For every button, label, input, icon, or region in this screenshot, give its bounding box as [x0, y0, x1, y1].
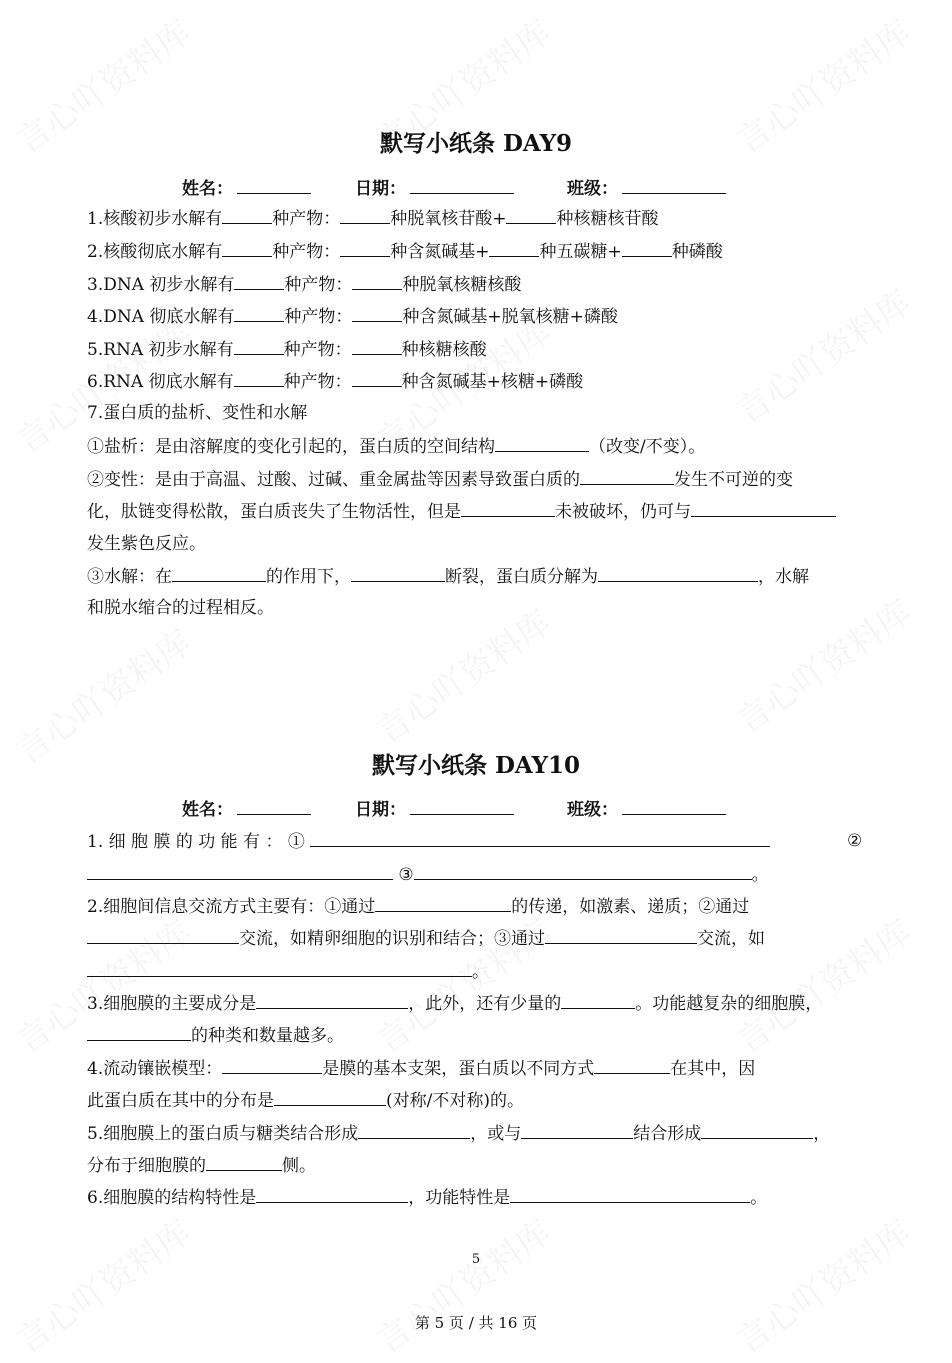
answer-blank[interactable] [506, 207, 556, 224]
answer-blank[interactable] [510, 1186, 750, 1203]
watermark [364, 596, 559, 753]
text: ③水解：在 [87, 567, 172, 587]
question-line [87, 435, 705, 457]
text: ，水解 [758, 567, 809, 587]
question-line [87, 927, 765, 949]
question-line [87, 1186, 767, 1208]
text: ② [847, 831, 863, 851]
text: ，此外，还有少量的 [408, 994, 562, 1014]
text: 在其中，因 [670, 1059, 756, 1079]
answer-blank[interactable] [375, 895, 511, 912]
text: ，功能特性是 [408, 1188, 511, 1208]
question-line [87, 992, 822, 1014]
text: 交流，如 [697, 929, 765, 949]
question-line [87, 1154, 316, 1176]
answer-blank[interactable] [691, 500, 836, 517]
answer-blank[interactable] [701, 1122, 813, 1139]
text: 种脱氧核糖核酸 [402, 275, 522, 295]
question-line [87, 1089, 524, 1111]
text: 5.细胞膜上的蛋白质与糖类结合形成 [87, 1124, 359, 1144]
watermark [724, 1206, 919, 1363]
answer-blank[interactable] [340, 207, 390, 224]
text: 种含氮碱基+脱氧核糖+磷酸 [402, 307, 618, 327]
answer-blank[interactable] [206, 1154, 282, 1171]
text: 种产物： [284, 275, 353, 295]
page-number: 5 [471, 1252, 481, 1267]
text: 3.DNA 初步水解有 [87, 275, 235, 295]
text: ， [813, 1124, 831, 1144]
answer-blank[interactable] [545, 927, 697, 944]
answer-blank[interactable] [234, 370, 284, 387]
text: 交流，如精卵细胞的识别和结合；③通过 [239, 929, 545, 949]
answer-blank[interactable] [358, 1122, 470, 1139]
answer-blank[interactable] [521, 1122, 633, 1139]
name-blank[interactable] [237, 798, 311, 815]
answer-blank[interactable] [234, 338, 284, 355]
text: 种产物： [272, 242, 341, 262]
page-footer: 第 5 页 / 共 16 页 [414, 1314, 538, 1332]
answer-blank[interactable] [234, 273, 284, 290]
day10-title: 默写小纸条 DAY10 [371, 752, 581, 779]
question-line [87, 402, 307, 424]
name-blank[interactable] [237, 177, 311, 194]
question-line [87, 597, 274, 619]
text: 结合形成 [633, 1124, 702, 1144]
name-label: 姓名： [182, 179, 233, 199]
question-line [87, 1057, 755, 1079]
answer-blank[interactable] [461, 500, 555, 517]
text: 种产物： [272, 209, 341, 229]
date-label: 日期： [355, 179, 406, 199]
text: 4.流动镶嵌模型： [87, 1059, 223, 1079]
class-label: 班级： [567, 179, 618, 199]
answer-blank[interactable] [495, 435, 589, 452]
answer-blank[interactable] [598, 565, 758, 582]
text: 7.蛋白质的盐析、变性和水解 [87, 403, 308, 423]
text: 是膜的基本支架，蛋白质以不同方式 [322, 1059, 595, 1079]
text: ，或与 [470, 1124, 522, 1144]
question-line [87, 863, 769, 885]
text: 1.核酸初步水解有 [87, 209, 223, 229]
text: 化，肽链变得松散，蛋白质丧失了生物活性，但是 [87, 502, 461, 522]
question-line [87, 960, 489, 982]
text: 6.细胞膜的结构特性是 [87, 1188, 257, 1208]
text: 2.核酸彻底水解有 [87, 242, 223, 262]
answer-blank[interactable] [414, 863, 752, 880]
answer-blank[interactable] [352, 305, 402, 322]
text: 种含氮碱基+核糖+磷酸 [401, 372, 584, 392]
question-line [87, 830, 863, 852]
day10-class-field[interactable] [567, 795, 726, 820]
answer-blank[interactable] [234, 305, 284, 322]
day9-name-field[interactable] [182, 174, 311, 199]
question-line [87, 500, 836, 522]
watermark [724, 276, 919, 433]
watermark [4, 1206, 199, 1363]
question-line [87, 533, 206, 555]
text: ②变性：是由于高温、过酸、过碱、重金属盐等因素导致蛋白质的 [87, 470, 580, 490]
question-line [87, 370, 583, 392]
text: 侧。 [282, 1156, 316, 1176]
watermark [364, 1206, 559, 1363]
text: 和脱水缩合的过程相反。 [87, 598, 274, 618]
text: ③ [398, 865, 414, 885]
day10-name-field[interactable] [182, 795, 311, 820]
text: 断裂，蛋白质分解为 [445, 567, 598, 587]
answer-blank[interactable] [622, 240, 672, 257]
date-label: 日期： [355, 800, 406, 820]
answer-blank[interactable] [594, 1057, 670, 1074]
text: 2.细胞间信息交流方式主要有：①通过 [87, 897, 376, 917]
text: 种核糖核苷酸 [556, 209, 659, 229]
answer-blank[interactable] [561, 992, 635, 1009]
text: ①盐析：是由溶解度的变化引起的，蛋白质的空间结构 [87, 437, 495, 457]
date-blank[interactable] [410, 177, 514, 194]
text: 。 [472, 962, 489, 982]
date-blank[interactable] [410, 798, 514, 815]
text: 的传递，如激素、递质；②通过 [511, 897, 750, 917]
day9-title: 默写小纸条 DAY9 [379, 130, 573, 157]
text: 5.RNA 初步水解有 [87, 340, 234, 360]
text: 。 [751, 865, 769, 885]
text: 种产物： [284, 307, 353, 327]
text: 发生紫色反应。 [87, 534, 206, 554]
text: 种核糖核酸 [401, 340, 487, 360]
text: 未被破坏，仍可与 [555, 502, 691, 522]
text: 6.RNA 彻底水解有 [87, 372, 234, 392]
question-line [87, 305, 618, 327]
answer-blank[interactable] [489, 240, 539, 257]
text: 的种类和数量越多。 [191, 1026, 344, 1046]
answer-blank[interactable] [172, 565, 266, 582]
watermark [724, 586, 919, 743]
answer-blank[interactable] [256, 1186, 408, 1203]
day9-date-field[interactable] [355, 174, 514, 199]
text: 种脱氧核苷酸+ [390, 209, 507, 229]
question-line [87, 1024, 344, 1046]
question-line [87, 895, 749, 917]
text: 种产物： [283, 372, 352, 392]
text: 分布于细胞膜的 [87, 1156, 206, 1176]
question-line [87, 207, 658, 229]
answer-blank[interactable] [87, 1024, 191, 1041]
text: 发生不可逆的变 [674, 470, 793, 490]
question-line [87, 240, 723, 262]
question-line [87, 1122, 830, 1144]
text: 。 [750, 1188, 768, 1208]
answer-blank[interactable] [580, 468, 674, 485]
class-blank[interactable] [622, 177, 726, 194]
answer-blank[interactable] [351, 565, 445, 582]
day9-class-field[interactable] [567, 174, 726, 199]
text: 1. 细 胞 膜 的 功 能 有 ： ① [87, 832, 305, 852]
answer-blank[interactable] [256, 992, 408, 1009]
answer-blank[interactable] [340, 240, 390, 257]
text: 4.DNA 彻底水解有 [87, 307, 235, 327]
answer-blank[interactable] [222, 1057, 322, 1074]
day10-date-field[interactable] [355, 795, 514, 820]
answer-blank[interactable] [222, 240, 272, 257]
text: (对称/不对称)的。 [386, 1091, 524, 1111]
question-line [87, 338, 487, 360]
class-label: 班级： [567, 800, 618, 820]
text: 种五碳糖+ [539, 242, 622, 262]
text: 3.细胞膜的主要成分是 [87, 994, 257, 1014]
question-line [87, 468, 793, 490]
answer-blank[interactable] [222, 207, 272, 224]
answer-blank[interactable] [352, 338, 402, 355]
question-line [87, 273, 521, 295]
text: 种含氮碱基+ [390, 242, 490, 262]
text: 种磷酸 [671, 242, 723, 262]
answer-blank[interactable] [87, 960, 472, 977]
name-label: 姓名： [182, 800, 233, 820]
question-line [87, 565, 809, 587]
text: 。功能越复杂的细胞膜， [635, 994, 823, 1014]
text: （改变/不变）。 [589, 437, 706, 457]
answer-blank[interactable] [352, 273, 402, 290]
answer-blank[interactable] [87, 863, 393, 880]
text: 此蛋白质在其中的分布是 [87, 1091, 274, 1111]
class-blank[interactable] [622, 798, 726, 815]
text: 种产物： [283, 340, 352, 360]
answer-blank[interactable] [87, 927, 239, 944]
answer-blank[interactable] [352, 370, 402, 387]
answer-blank[interactable] [310, 830, 770, 847]
text: 的作用下， [266, 567, 351, 587]
answer-blank[interactable] [274, 1089, 386, 1106]
